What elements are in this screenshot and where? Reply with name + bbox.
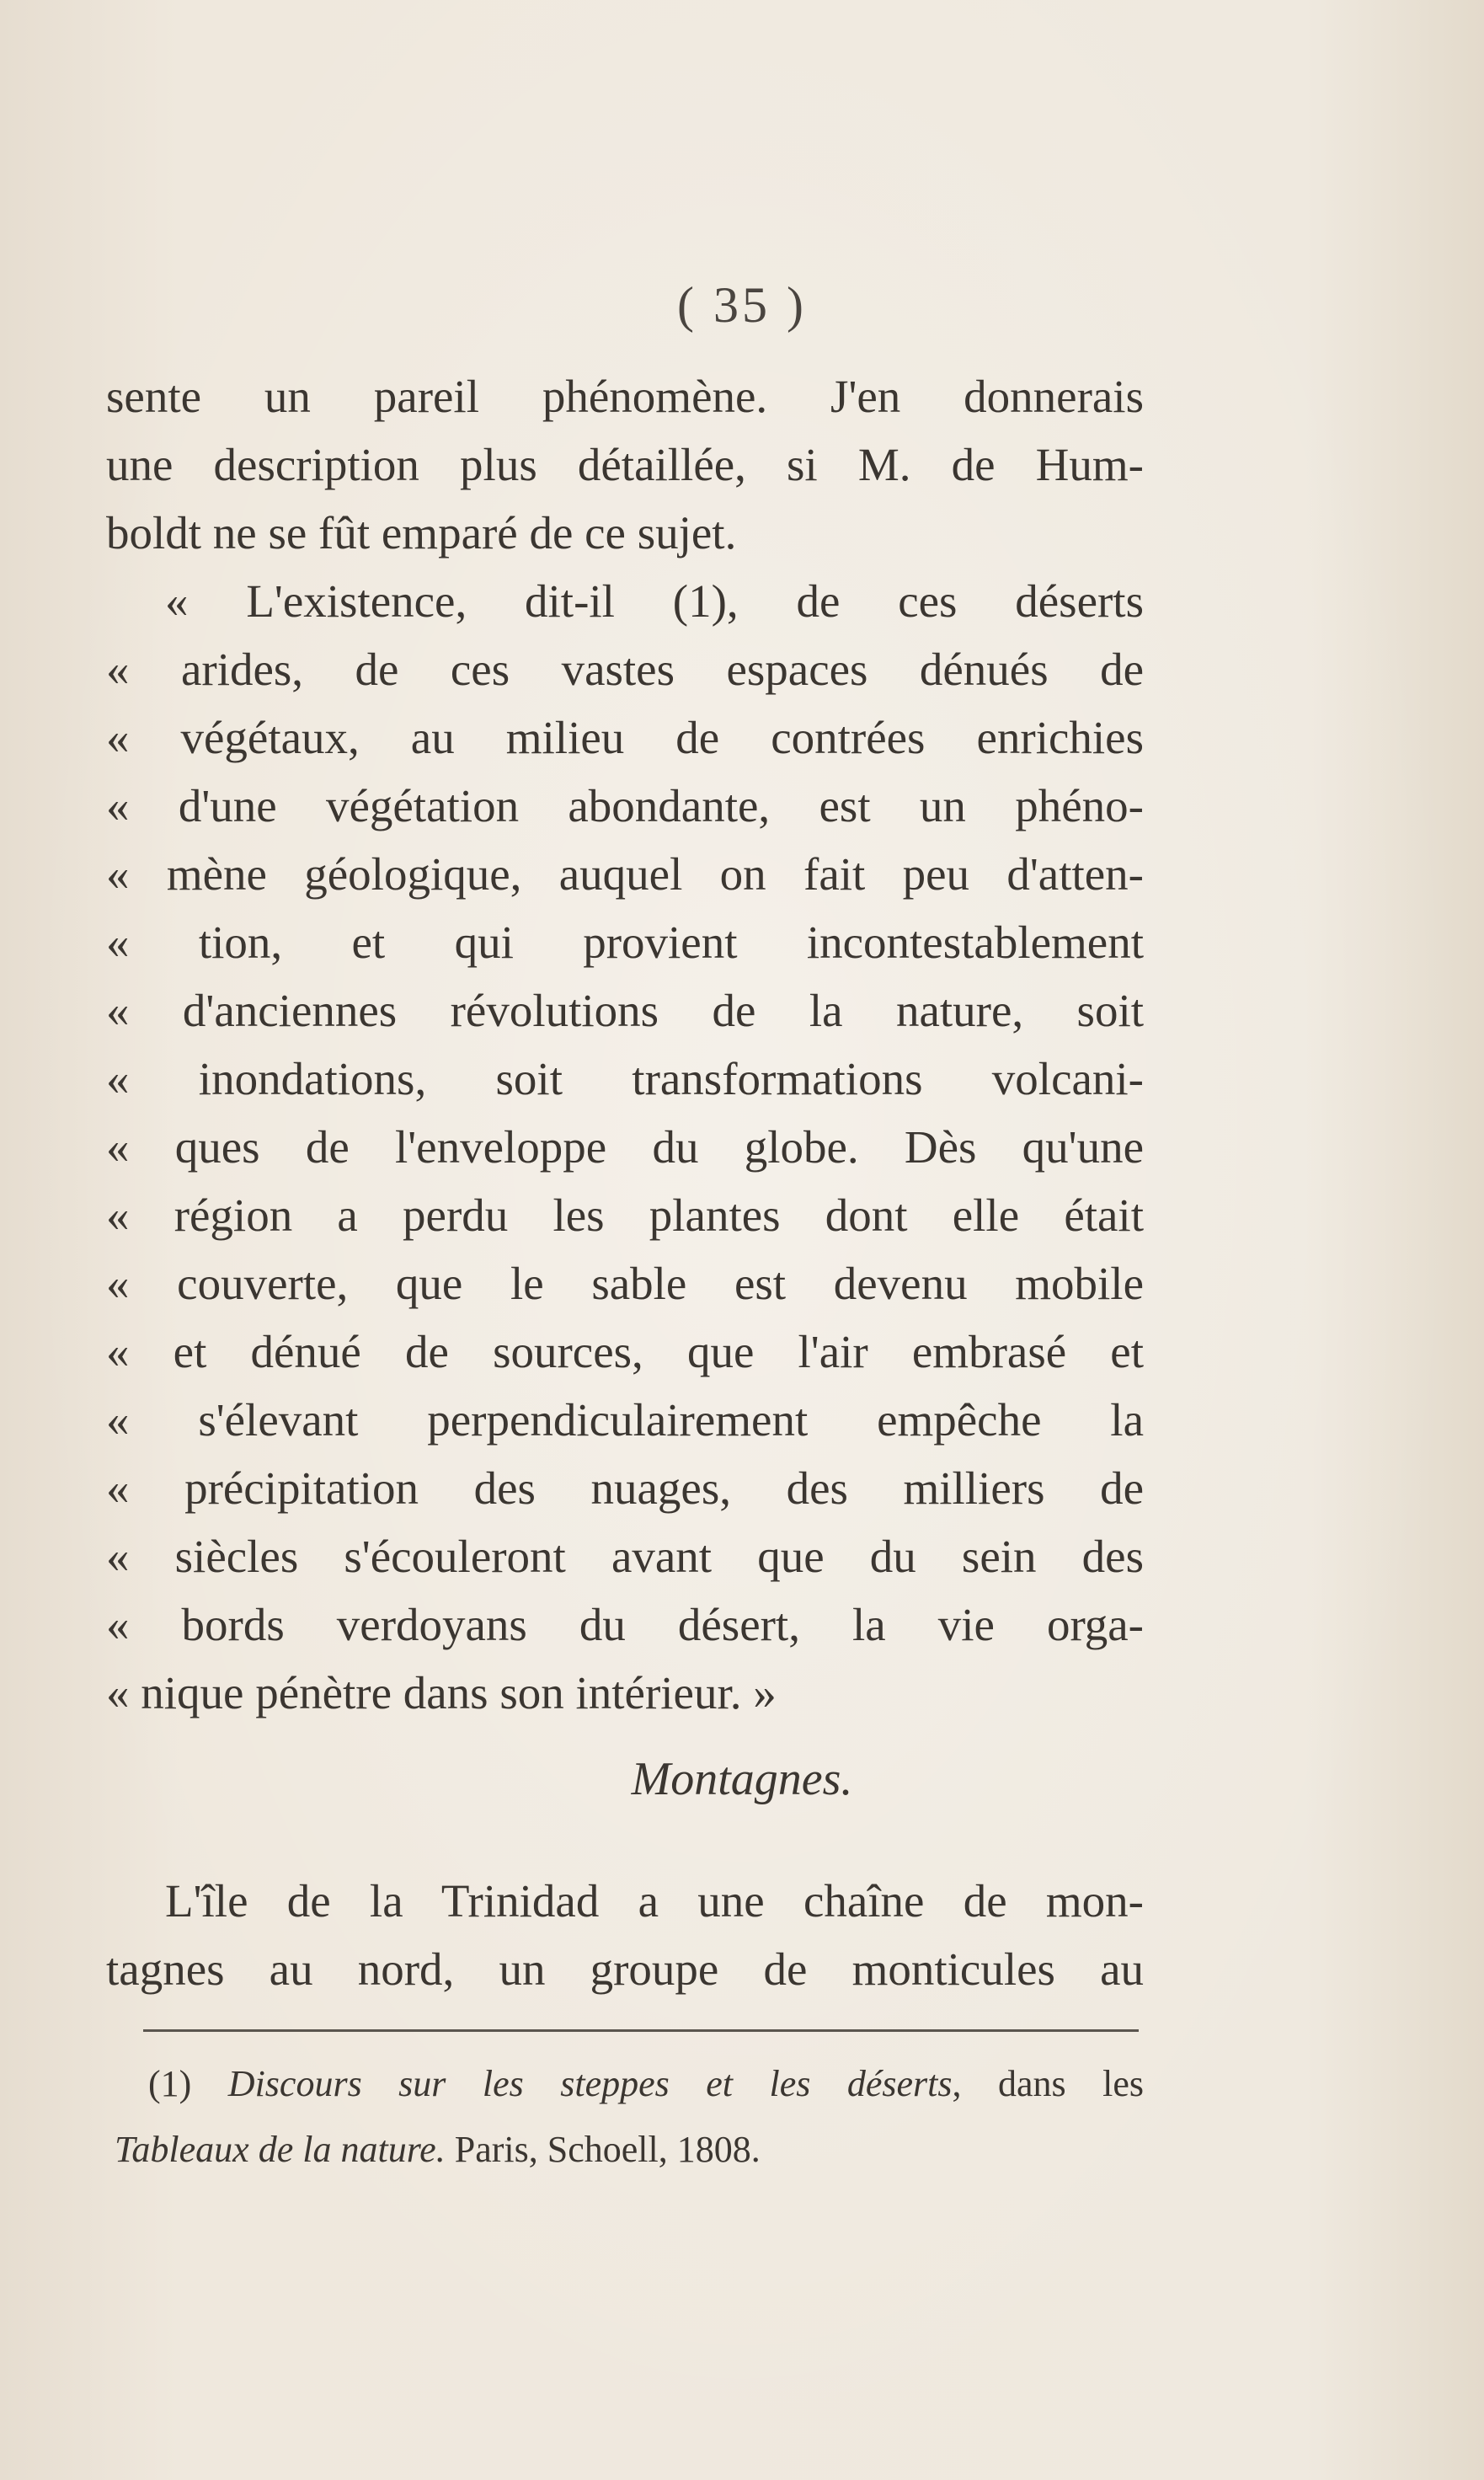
text-line: « nique pénètre dans son intérieur. » <box>106 1667 777 1718</box>
text-line: « L'existence, dit-il (1), de ces déserts <box>165 575 1144 627</box>
text-line: « bords verdoyans du désert, la vie orga- <box>106 1599 1144 1650</box>
text-line: boldt ne se fût emparé de ce sujet. <box>106 507 737 559</box>
text-line: L'île de la Trinidad a une chaîne de mon- <box>165 1875 1144 1927</box>
text-line: « inondations, soit transformations volcani- <box>106 1053 1144 1104</box>
text-line: une description plus détaillée, si M. de Hum- <box>106 439 1144 490</box>
footnote-line-2 <box>115 2123 1152 2177</box>
footnote-title: Discours sur les steppes et les déserts <box>227 2063 953 2104</box>
page-number: ( 35 ) <box>677 277 807 333</box>
text-line: « précipitation des nuages, des milliers de <box>106 1462 1144 1514</box>
section-heading: Montagnes. <box>631 1753 853 1805</box>
text-line: « siècles s'écouleront avant que du sein des <box>106 1531 1144 1582</box>
text-line: « ques de l'enveloppe du globe. Dès qu'une <box>106 1121 1144 1173</box>
footnote-publisher: Paris, Schoell, 1808. <box>445 2129 761 2170</box>
text-line: « arides, de ces vastes espaces dénués de <box>106 644 1144 695</box>
text-line: « végétaux, au milieu de contrées enrichies <box>106 712 1144 763</box>
footnote-divider <box>143 2029 1139 2032</box>
text-line: tagnes au nord, un groupe de monticules au <box>106 1943 1144 1995</box>
text-line: « s'élevant perpendiculairement empêche la <box>106 1394 1144 1446</box>
footnote-line-1 <box>106 2057 1144 2111</box>
text-line: « mène géologique, auquel on fait peu d'atten- <box>106 848 1144 900</box>
text-line: « région a perdu les plantes dont elle était <box>106 1189 1144 1241</box>
text-line: « et dénué de sources, que l'air embrasé et <box>106 1326 1144 1377</box>
footnote-marker: (1) <box>148 2063 192 2104</box>
footnote-work: Tableaux de la nature. <box>115 2129 446 2170</box>
text-line: « couverte, que le sable est devenu mobile <box>106 1258 1144 1309</box>
text-line: « d'anciennes révolutions de la nature, soit <box>106 985 1144 1036</box>
text-line: « tion, et qui provient incontestablement <box>106 917 1144 968</box>
footnote-separator: , dans les <box>952 2063 1145 2104</box>
text-line: sente un pareil phénomène. J'en donnerais <box>106 371 1144 422</box>
text-line: « d'une végétation abondante, est un phéno- <box>106 780 1144 831</box>
